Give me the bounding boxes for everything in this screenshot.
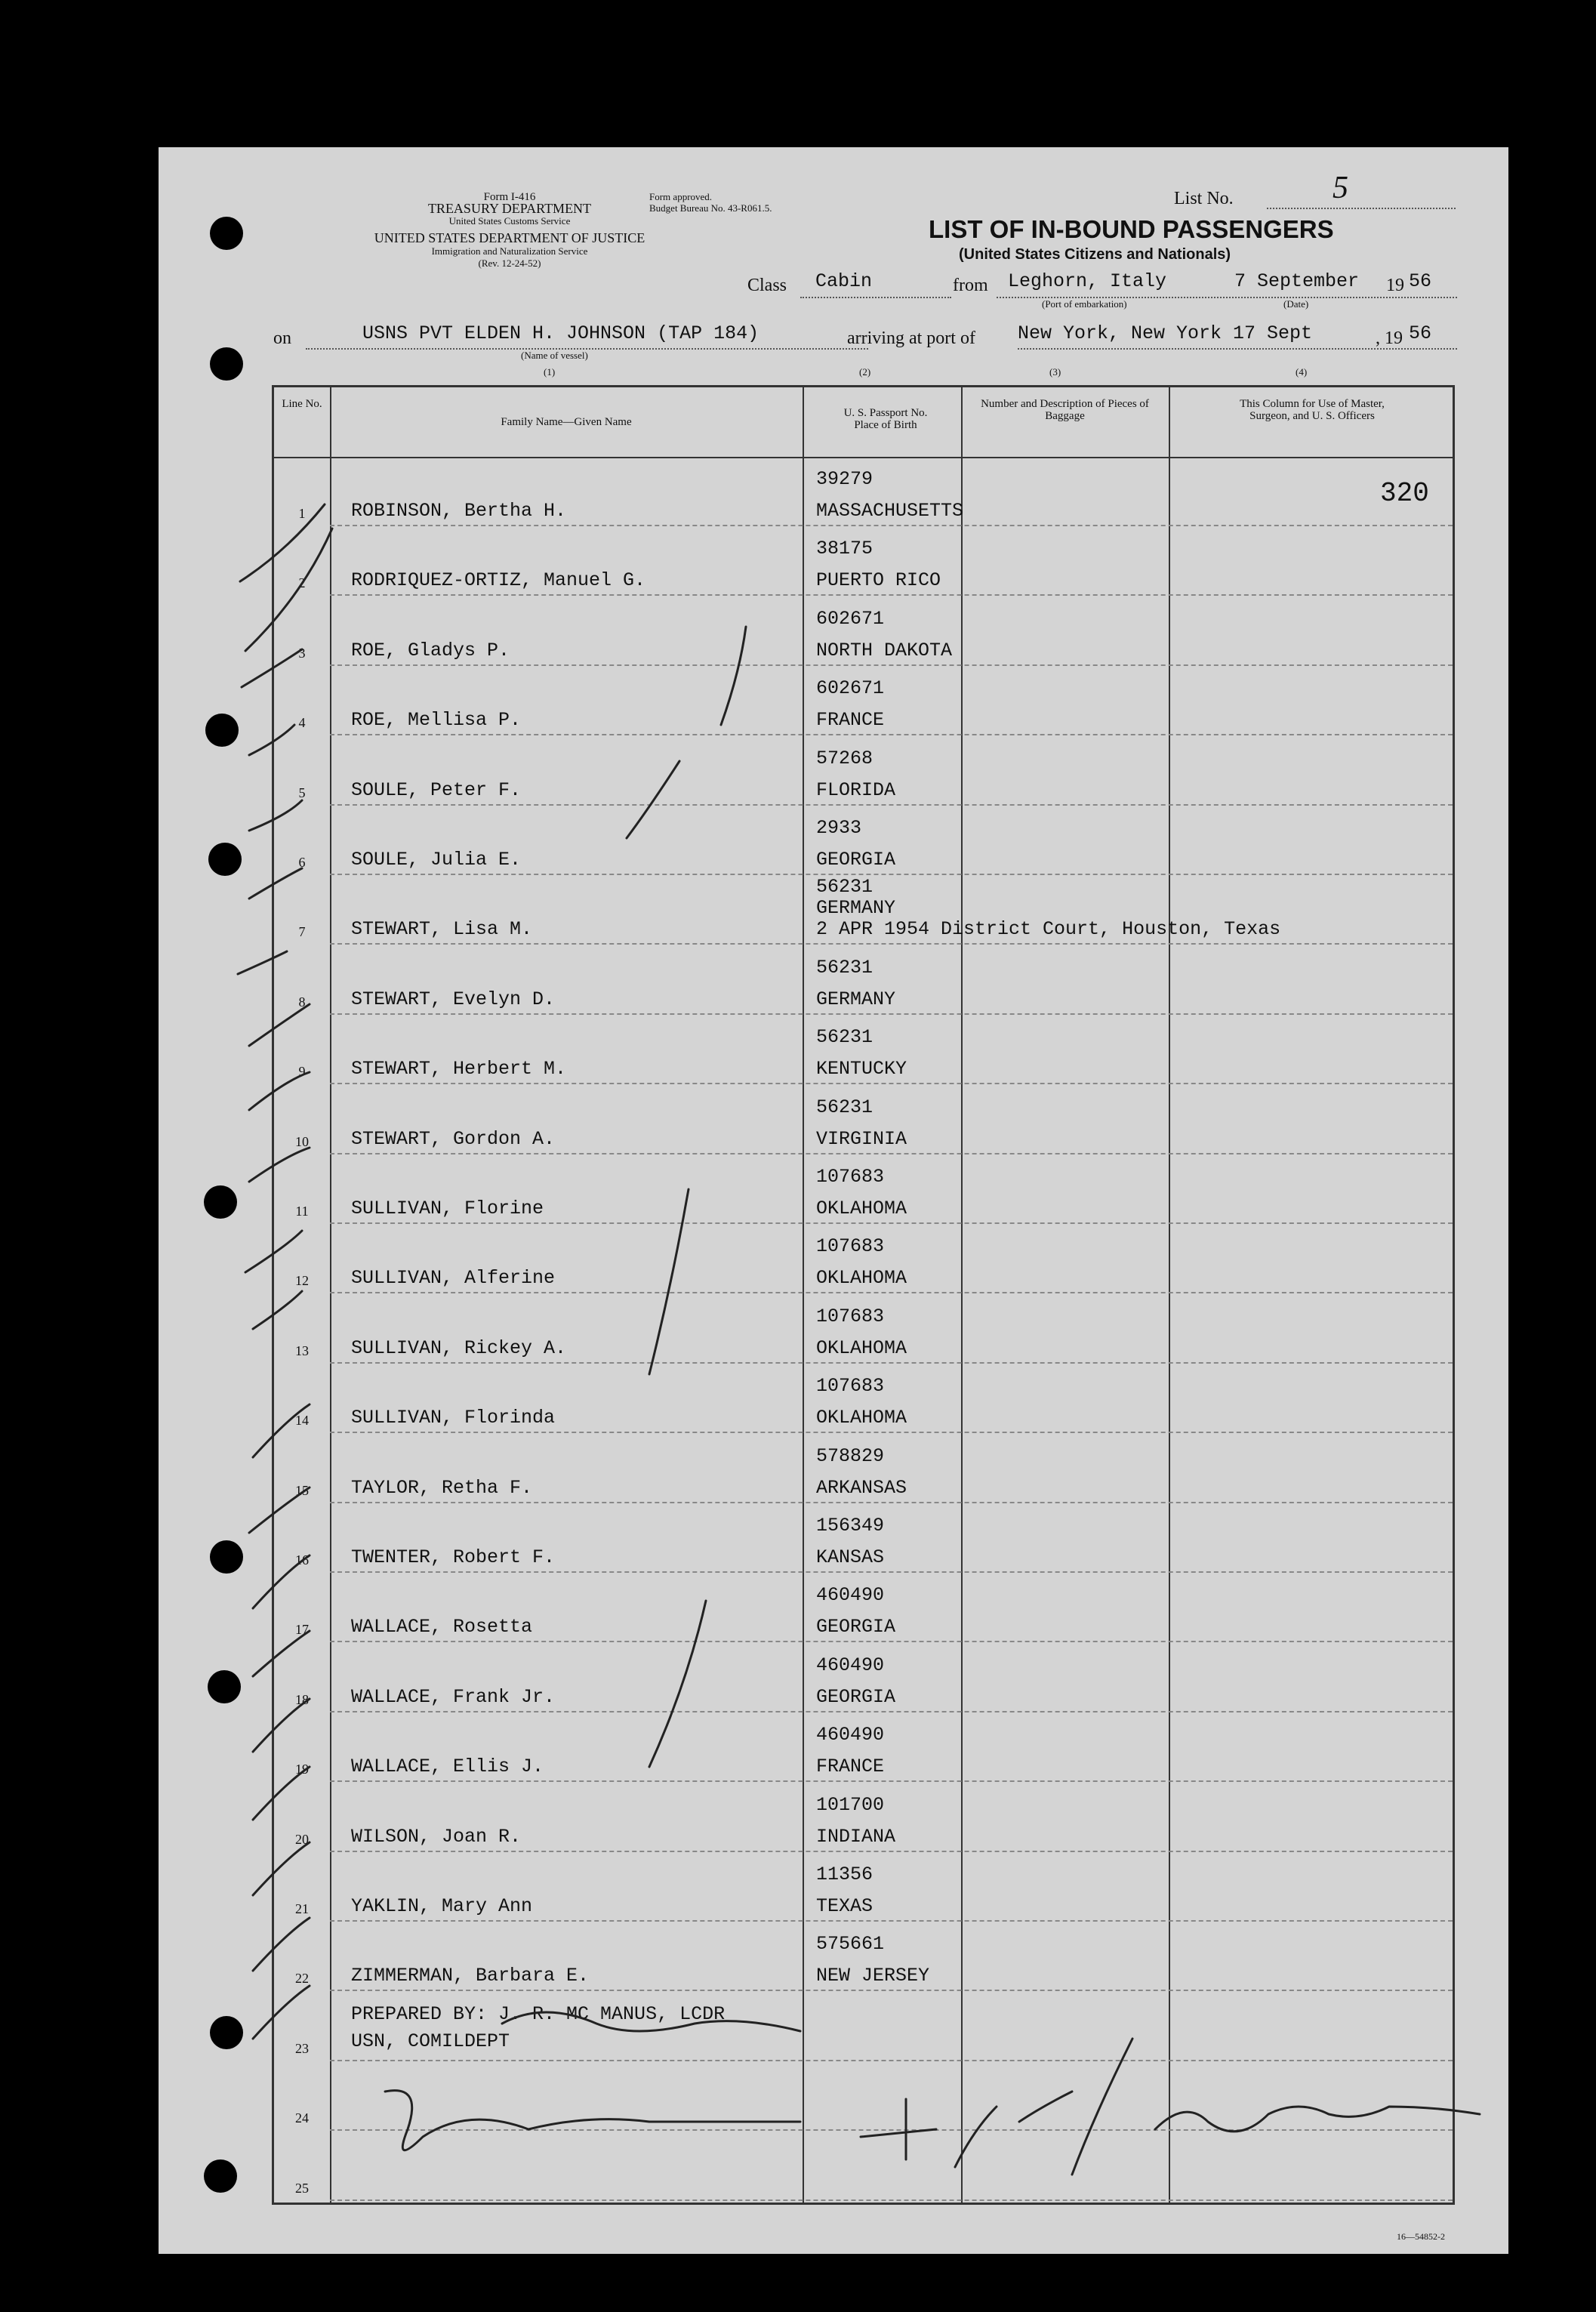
place-of-birth: FRANCE	[816, 1756, 885, 1778]
passenger-name: STEWART, Gordon A.	[351, 1127, 556, 1150]
class-label: Class	[747, 276, 787, 295]
margin-number: 320	[1380, 478, 1429, 509]
table-row	[274, 1154, 1453, 1224]
punch-hole	[205, 714, 239, 747]
passport-number: 56231	[816, 876, 873, 899]
col-header-officers: This Column for Use of Master, Surgeon, and U. S. Officers	[1240, 398, 1385, 422]
table-row	[274, 1852, 1453, 1922]
place-of-birth: OKLAHOMA	[816, 1267, 907, 1290]
table-row	[274, 1294, 1453, 1364]
from-label: from	[953, 276, 988, 295]
passenger-name: SOULE, Julia E.	[351, 849, 522, 871]
punch-hole	[210, 2016, 243, 2049]
passenger-name: SULLIVAN, Florinda	[351, 1407, 556, 1429]
col-caption-3: (3)	[1049, 366, 1061, 378]
table-row	[274, 1085, 1453, 1154]
col-header-passport: U. S. Passport No. Place of Birth	[843, 407, 928, 431]
prepared-by-unit: USN, COMILDEPT	[351, 2030, 510, 2052]
from-value: Leghorn, Italy	[1008, 270, 1167, 292]
passport-number: 56231	[816, 956, 873, 979]
place-of-birth: FLORIDA	[816, 778, 896, 801]
passenger-name: TWENTER, Robert F.	[351, 1546, 556, 1568]
table-row	[274, 2061, 1453, 2131]
passenger-name: SULLIVAN, Rickey A.	[351, 1336, 567, 1359]
passport-number: 107683	[816, 1235, 885, 1258]
form-code: 16—54852-2	[1397, 2231, 1445, 2242]
passport-number: 107683	[816, 1305, 885, 1327]
punch-hole	[210, 347, 243, 381]
passport-number: 602671	[816, 607, 885, 630]
table-row	[274, 1015, 1453, 1084]
budget-bureau: Budget Bureau No. 43-R061.5.	[649, 202, 772, 214]
table-row	[274, 1364, 1453, 1433]
passenger-name: ROBINSON, Bertha H.	[351, 500, 567, 522]
line-number: 14	[295, 1413, 309, 1429]
arrival-year: 56	[1409, 322, 1432, 344]
passport-number: 101700	[816, 1793, 885, 1816]
vessel-caption: (Name of vessel)	[521, 350, 588, 361]
form-number: Form I-416	[483, 191, 536, 203]
place-of-birth: KENTUCKY	[816, 1058, 907, 1080]
col-header-baggage: Number and Description of Pieces of Baggage	[981, 398, 1149, 422]
line-number: 22	[295, 1971, 309, 1987]
passport-number: 578829	[816, 1444, 885, 1467]
punch-hole	[208, 843, 242, 876]
place-of-birth: TEXAS	[816, 1895, 873, 1917]
line-number: 16	[295, 1552, 309, 1568]
line-number: 5	[298, 785, 306, 800]
place-of-birth: MASSACHUSETTS	[816, 500, 964, 522]
line-number: 9	[298, 1064, 306, 1080]
passport-number: 39279	[816, 468, 873, 490]
line-number: 2	[298, 575, 306, 591]
arrival-port: New York, New York 17 Sept	[1018, 322, 1313, 344]
table-row	[274, 1643, 1453, 1712]
passenger-table	[272, 385, 1455, 2205]
passport-number: 575661	[816, 1933, 885, 1956]
place-of-birth: GERMANY	[816, 988, 896, 1010]
punch-hole	[204, 1185, 237, 1219]
customs-service: United States Customs Service	[448, 215, 571, 227]
passenger-name: TAYLOR, Retha F.	[351, 1476, 533, 1499]
passport-number: 57268	[816, 747, 873, 769]
table-row	[274, 1992, 1453, 2061]
col-header-name: Family Name—Given Name	[501, 416, 632, 428]
punch-hole	[208, 1670, 241, 1703]
place-of-birth: INDIANA	[816, 1825, 896, 1848]
line-number: 17	[295, 1622, 309, 1638]
line-number: 20	[295, 1831, 309, 1847]
line-number: 18	[295, 1691, 309, 1707]
place-of-birth: OKLAHOMA	[816, 1198, 907, 1219]
passport-number: 156349	[816, 1515, 885, 1537]
table-row	[274, 875, 1453, 945]
form-approved: Form approved.	[649, 191, 713, 202]
department-of-justice: UNITED STATES DEPARTMENT OF JUSTICE	[374, 230, 645, 245]
punch-hole	[210, 217, 243, 250]
table-row	[274, 1783, 1453, 1852]
date-year-prefix: 19	[1386, 276, 1404, 295]
table-row	[274, 1712, 1453, 1782]
line-number: 12	[295, 1273, 309, 1289]
passenger-name: WILSON, Joan R.	[351, 1825, 522, 1848]
punch-hole	[210, 1540, 243, 1574]
passport-number: 107683	[816, 1375, 885, 1398]
passport-number: 38175	[816, 538, 873, 560]
line-number: 4	[298, 715, 306, 731]
place-of-birth: VIRGINIA	[816, 1127, 907, 1150]
col-caption-1: (1)	[544, 366, 556, 378]
passenger-name: WALLACE, Ellis J.	[351, 1756, 544, 1778]
list-no-value: 5	[1333, 171, 1348, 205]
place-of-birth: OKLAHOMA	[816, 1407, 907, 1429]
line-number: 6	[298, 855, 306, 870]
place-of-birth: NEW JERSEY	[816, 1965, 930, 1987]
line-number: 3	[298, 645, 306, 661]
line-number: 15	[295, 1482, 309, 1498]
passenger-name: ROE, Gladys P.	[351, 639, 510, 661]
passenger-name: SOULE, Peter F.	[351, 778, 522, 801]
line-number: 7	[298, 924, 306, 940]
page-subtitle: (United States Citizens and Nationals)	[959, 246, 1231, 263]
line-number: 1	[298, 506, 306, 521]
table-row	[274, 2132, 1453, 2201]
passport-number: 11356	[816, 1863, 873, 1885]
table-row	[274, 666, 1453, 735]
place-of-birth: ARKANSAS	[816, 1476, 907, 1499]
passport-number: 460490	[816, 1724, 885, 1746]
table-row	[274, 526, 1453, 596]
place-of-birth: PUERTO RICO	[816, 569, 941, 592]
list-no-label: List No.	[1174, 189, 1234, 208]
passenger-name: WALLACE, Frank Jr.	[351, 1685, 556, 1708]
passport-number: 2933	[816, 817, 862, 839]
line-number: 8	[298, 994, 306, 1010]
place-of-birth: GEORGIA	[816, 849, 896, 871]
passenger-name: ROE, Mellisa P.	[351, 709, 522, 732]
table-row	[274, 1434, 1453, 1503]
passenger-name: STEWART, Lisa M.	[351, 918, 533, 941]
passenger-name: SULLIVAN, Alferine	[351, 1267, 556, 1290]
place-of-birth: NORTH DAKOTA	[816, 639, 953, 661]
passenger-name: STEWART, Herbert M.	[351, 1058, 567, 1080]
arriving-label: arriving at port of	[847, 328, 975, 348]
passport-number: 107683	[816, 1166, 885, 1188]
passenger-name: STEWART, Evelyn D.	[351, 988, 556, 1010]
table-row	[274, 945, 1453, 1015]
line-number: 21	[295, 1901, 309, 1916]
passport-number: 56231	[816, 1096, 873, 1118]
place-of-birth: GEORGIA	[816, 1616, 896, 1638]
page-title: LIST OF IN-BOUND PASSENGERS	[929, 215, 1334, 243]
date-value: 7 September	[1234, 270, 1360, 292]
passport-number: 460490	[816, 1654, 885, 1676]
naturalization-note: 2 APR 1954 District Court, Houston, Texas	[816, 918, 1281, 941]
passenger-name: RODRIQUEZ-ORTIZ, Manuel G.	[351, 569, 646, 592]
arrival-year-prefix: , 19	[1376, 328, 1403, 348]
place-of-birth: OKLAHOMA	[816, 1336, 907, 1359]
punch-hole	[204, 2159, 237, 2193]
passport-number: 602671	[816, 677, 885, 700]
line-number: 25	[295, 2180, 309, 2196]
line-number: 13	[295, 1343, 309, 1358]
line-number: 10	[295, 1133, 309, 1149]
table-row	[274, 1503, 1453, 1573]
class-value: Cabin	[815, 270, 873, 292]
col-header-line-no: Line No.	[282, 398, 322, 410]
table-row	[274, 806, 1453, 875]
ins-label: Immigration and Naturalization Service	[431, 245, 588, 257]
vessel-name: USNS PVT ELDEN H. JOHNSON (TAP 184)	[362, 322, 759, 344]
place-of-birth: KANSAS	[816, 1546, 885, 1568]
place-of-birth: GEORGIA	[816, 1685, 896, 1708]
passenger-name: YAKLIN, Mary Ann	[351, 1895, 533, 1917]
date-caption: (Date)	[1283, 298, 1309, 310]
line-number: 24	[295, 2110, 309, 2126]
passenger-name: PREPARED BY: J. R. MC MANUS, LCDR	[351, 2002, 726, 2025]
from-caption: (Port of embarkation)	[1042, 298, 1127, 310]
table-row	[274, 457, 1453, 526]
place-of-birth: GERMANY	[816, 897, 896, 920]
date-year: 56	[1409, 270, 1432, 292]
passenger-name: ZIMMERMAN, Barbara E.	[351, 1965, 590, 1987]
form-revision: (Rev. 12-24-52)	[478, 257, 541, 269]
line-number: 19	[295, 1762, 309, 1777]
table-row	[274, 1224, 1453, 1293]
place-of-birth: FRANCE	[816, 709, 885, 732]
table-row	[274, 596, 1453, 666]
col-caption-4: (4)	[1296, 366, 1308, 378]
passenger-name: WALLACE, Rosetta	[351, 1616, 533, 1638]
table-row	[274, 1573, 1453, 1642]
line-number: 11	[295, 1204, 309, 1219]
passenger-name: SULLIVAN, Florine	[351, 1198, 544, 1219]
col-caption-2: (2)	[859, 366, 871, 378]
table-row	[274, 736, 1453, 806]
treasury-department: TREASURY DEPARTMENT	[427, 201, 592, 216]
passport-number: 460490	[816, 1584, 885, 1607]
on-label: on	[273, 328, 291, 348]
document-page	[159, 147, 1508, 2254]
line-number: 23	[295, 2040, 309, 2056]
passport-number: 56231	[816, 1026, 873, 1049]
table-row	[274, 1922, 1453, 1991]
